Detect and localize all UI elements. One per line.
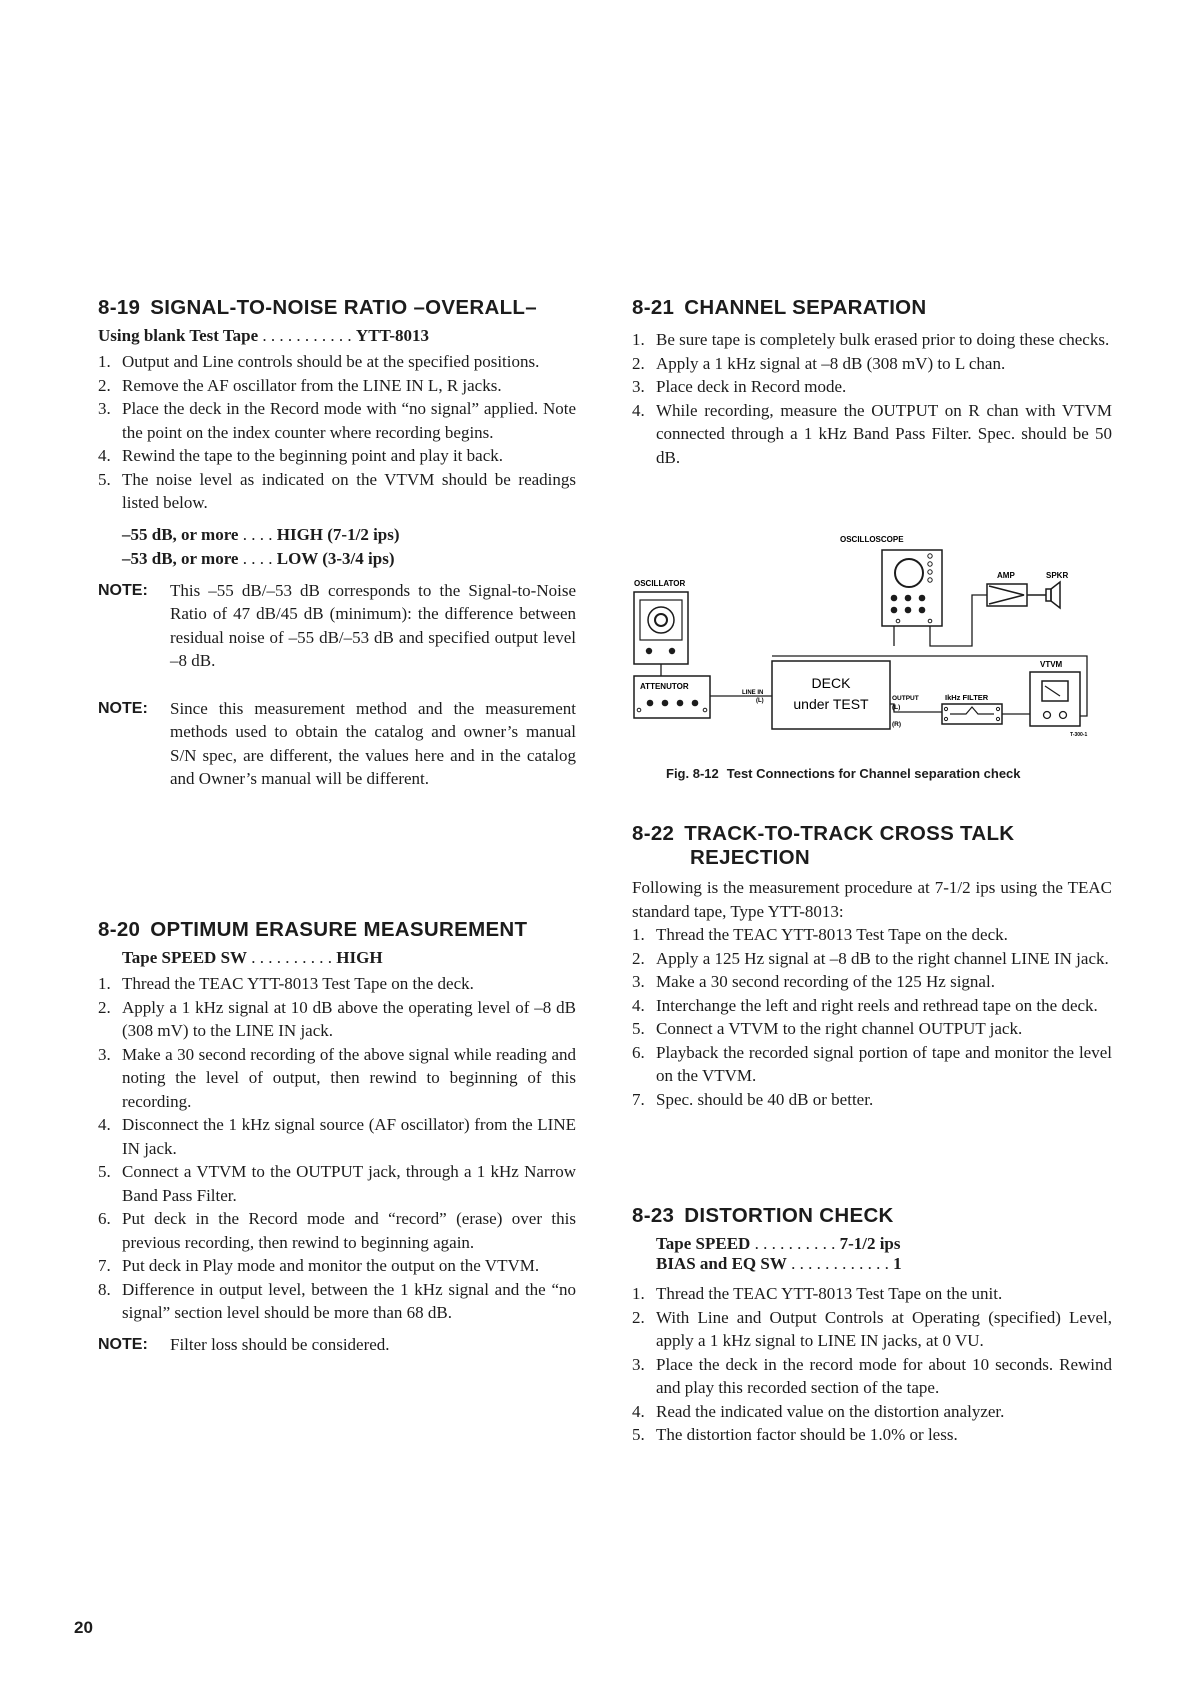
spec-line [122, 523, 576, 547]
item-number: 3. [98, 1044, 111, 1064]
oscilloscope-screen-icon [895, 559, 923, 587]
jack-icon [637, 708, 641, 712]
vtvm-box [1030, 672, 1080, 726]
intro-paragraph: Following is the measurement procedure at 7-1/2 ips using the TEAC standard tape, Type YTT-8013: [632, 878, 1112, 921]
page-number: 20 [74, 1618, 93, 1637]
item-text: Place the deck in the record mode for about 10 seconds. Rewind and play this recorded section of the tape. [656, 1354, 1112, 1397]
spec-speed: HIGH (7-1/2 ips) [276, 524, 400, 544]
item-number: 1. [632, 925, 645, 944]
section-8-21 [632, 296, 1112, 469]
leader-dots: . . . . . . . . . . . . [786, 1254, 894, 1273]
item-text: Output and Line controls should be at the specified positions. [122, 352, 540, 371]
item-text: Put deck in Play mode and monitor the output on the VTVM. [122, 1256, 540, 1275]
section-heading: DISTORTION CHECK [684, 1204, 894, 1227]
line-in-label: LINE IN [742, 690, 764, 696]
item-text: Place the deck in the Record mode with “no signal” applied. Note the point on the index counter where recording begins. [122, 399, 576, 442]
spec-speed: LOW (3-3/4 ips) [276, 548, 395, 568]
section-title [98, 918, 576, 942]
list-item [98, 397, 576, 444]
list-item [632, 1353, 1112, 1400]
amp-label: AMP [997, 571, 1015, 580]
list-item [632, 1306, 1112, 1353]
steps-list [632, 923, 1112, 1111]
list-item [632, 399, 1112, 470]
deck-sublabel: under TEST [793, 696, 869, 712]
list-item [632, 1423, 1112, 1447]
amp-symbol-icon [989, 586, 1024, 604]
item-text: Connect a VTVM to the right channel OUTPUT jack. [656, 1019, 1023, 1038]
meter-needle-icon [1045, 686, 1060, 696]
item-number: 5. [98, 469, 111, 489]
jack-icon [928, 619, 932, 623]
list-item [98, 972, 576, 996]
jack-icon [944, 717, 947, 720]
item-number: 2. [632, 1307, 645, 1327]
item-text: Read the indicated value on the distortion analyzer. [656, 1401, 1005, 1421]
knob-icon [928, 562, 932, 566]
dial-icon [648, 607, 674, 633]
list-item [632, 970, 1112, 994]
item-text: Apply a 1 kHz signal at –8 dB (308 mV) to L chan. [656, 353, 1006, 373]
oscillator-label: OSCILLATOR [634, 579, 686, 588]
item-number: 6. [98, 1209, 111, 1228]
section-heading: TRACK-TO-TRACK CROSS TALK [684, 822, 1015, 845]
item-text: Place deck in Record mode. [656, 377, 847, 396]
list-item [98, 996, 576, 1043]
item-number: 1. [632, 330, 645, 349]
list-item [98, 1278, 576, 1325]
test-connection-diagram [632, 536, 1102, 736]
speaker-label: SPKR [1046, 571, 1069, 580]
item-number: 5. [632, 1019, 645, 1038]
item-text: Apply a 125 Hz signal at –8 dB to the right channel LINE IN jack. [656, 948, 1109, 968]
steps-list [98, 350, 576, 515]
item-text: Rewind the tape to the beginning point and play it back. [122, 446, 503, 465]
figure-caption [666, 766, 1021, 781]
note-label: NOTE: [98, 699, 148, 717]
section-number: 8-19 [98, 296, 141, 319]
item-number: 8. [98, 1279, 111, 1299]
section-8-22 [632, 822, 1112, 1111]
lead-line [122, 948, 576, 968]
knob-icon [891, 607, 898, 614]
item-number: 2. [98, 997, 111, 1017]
list-item [98, 1254, 576, 1278]
item-number: 2. [632, 948, 645, 968]
list-item [98, 1113, 576, 1160]
lead-label: BIAS and EQ SW [656, 1254, 787, 1273]
knob-icon [919, 607, 926, 614]
note-label: NOTE: [98, 1335, 148, 1353]
item-number: 3. [632, 377, 645, 396]
item-text: Apply a 1 kHz signal at 10 dB above the operating level of –8 dB (308 mV) to the LINE IN jack. [122, 997, 576, 1040]
item-number: 7. [98, 1256, 111, 1275]
lead-line [656, 1254, 1112, 1274]
item-number: 5. [98, 1162, 111, 1181]
note-text: Since this measurement method and the measurement methods used to obtain the catalog and owner’s manual S/N spec, are different, the values here and in the catalog and Owner’s manual will be different. [170, 698, 576, 788]
item-number: 1. [98, 974, 111, 993]
item-number: 2. [632, 353, 645, 373]
deck-box [772, 661, 890, 729]
leader-dots: . . . . . . . . . . [750, 1234, 840, 1253]
item-text: The noise level as indicated on the VTVM should be readings listed below. [122, 469, 576, 512]
figure-id: Fig. 8-12 [666, 766, 719, 781]
item-text: Connect a VTVM to the OUTPUT jack, through a 1 kHz Narrow Band Pass Filter. [122, 1162, 576, 1205]
output-left-label: (L) [892, 704, 901, 711]
lead-label: Tape SPEED [656, 1234, 751, 1253]
steps-list [632, 1282, 1112, 1447]
list-item [98, 444, 576, 468]
note [98, 697, 576, 791]
lead-value: 7-1/2 ips [839, 1234, 901, 1253]
item-number: 5. [632, 1425, 645, 1444]
knob-icon [692, 700, 699, 707]
list-item [98, 350, 576, 374]
section-8-20 [98, 918, 576, 1356]
list-item [632, 1017, 1112, 1041]
jack-icon [996, 717, 999, 720]
item-text: Be sure tape is completely bulk erased prior to doing these checks. [656, 330, 1110, 349]
item-number: 6. [632, 1042, 645, 1062]
figure-code: T-300-1 [1070, 732, 1088, 736]
section-8-19 [98, 296, 576, 791]
note [98, 579, 576, 673]
list-item [632, 923, 1112, 947]
knob-icon [928, 554, 932, 558]
knob-icon [928, 570, 932, 574]
list-item [632, 994, 1112, 1018]
section-title [632, 1204, 1112, 1228]
note-text: This –55 dB/–53 dB corresponds to the Signal-to-Noise Ratio of 47 dB/45 dB (minimum): the difference between residual noise of –55 dB/–53 dB and specified output level –8 dB. [170, 580, 576, 670]
oscillator-panel [640, 600, 682, 640]
knob-icon [928, 578, 932, 582]
terminal-icon [1044, 712, 1051, 719]
speaker-cone-icon [1051, 582, 1060, 608]
leader-dots: . . . . . . . . . . [247, 948, 337, 967]
item-text: The distortion factor should be 1.0% or less. [656, 1425, 958, 1444]
section-number: 8-22 [632, 822, 675, 845]
item-number: 4. [632, 400, 645, 420]
list-item [98, 468, 576, 515]
section-number: 8-21 [632, 296, 675, 319]
lead-value: 1 [893, 1254, 902, 1273]
item-number: 3. [98, 399, 111, 418]
item-number: 1. [632, 1284, 645, 1303]
knob-icon [905, 607, 912, 614]
deck-label: DECK [811, 675, 851, 691]
lead-label: Tape SPEED SW [122, 948, 248, 967]
list-item [98, 1043, 576, 1114]
item-number: 1. [98, 352, 111, 371]
item-number: 4. [98, 446, 111, 465]
item-number: 7. [632, 1089, 645, 1109]
note-label: NOTE: [98, 581, 148, 599]
meter-icon [1042, 681, 1068, 701]
section-number: 8-20 [98, 918, 141, 941]
item-text: Difference in output level, between the 1 kHz signal and the “no signal” section level should be more than 68 dB. [122, 1279, 576, 1322]
list-item [98, 1207, 576, 1254]
output-label: OUTPUT [892, 695, 919, 702]
jack-icon [896, 619, 900, 623]
section-heading: SIGNAL-TO-NOISE RATIO –OVERALL– [150, 296, 537, 319]
attenuator-label: ATTENUTOR [640, 682, 689, 691]
list-item [632, 1088, 1112, 1112]
item-text: Spec. should be 40 dB or better. [656, 1089, 874, 1109]
knob-icon [669, 648, 675, 654]
section-heading: OPTIMUM ERASURE MEASUREMENT [150, 918, 528, 941]
line-in-channel: (L) [756, 698, 764, 704]
steps-list [632, 328, 1112, 469]
item-text: Interchange the left and right reels and rethread tape on the deck. [656, 995, 1098, 1015]
item-text: Thread the TEAC YTT-8013 Test Tape on the deck. [122, 974, 474, 993]
knob-icon [646, 648, 652, 654]
item-text: Make a 30 second recording of the 125 Hz signal. [656, 972, 995, 991]
item-number: 2. [98, 375, 111, 395]
note-text: Filter loss should be considered. [170, 1334, 390, 1354]
list-item [98, 1160, 576, 1207]
leader-dots: . . . . [238, 548, 277, 568]
oscillator-box [634, 592, 688, 664]
item-number: 4. [632, 1401, 645, 1421]
oscilloscope-label: OSCILLOSCOPE [840, 536, 904, 544]
lead-line [98, 326, 576, 346]
item-number: 4. [632, 995, 645, 1015]
item-text: Put deck in the Record mode and “record” (erase) over this previous recording, then rewind to beginning again. [122, 1209, 576, 1252]
list-item [632, 1282, 1112, 1306]
section-8-23 [632, 1204, 1112, 1447]
oscilloscope-box [882, 550, 942, 626]
section-title [98, 296, 576, 320]
item-text: Thread the TEAC YTT-8013 Test Tape on the deck. [656, 925, 1008, 944]
spec-level: –55 dB, or more [122, 524, 239, 544]
knob-icon [647, 700, 654, 707]
wire [930, 595, 987, 646]
leader-dots: . . . . . . . . . . . [258, 326, 356, 345]
item-text: Disconnect the 1 kHz signal source (AF oscillator) from the LINE IN jack. [122, 1115, 576, 1158]
item-number: 4. [98, 1115, 111, 1134]
section-heading: CHANNEL SEPARATION [684, 296, 927, 319]
list-item [632, 375, 1112, 399]
section-number: 8-23 [632, 1204, 675, 1227]
list-item [632, 1041, 1112, 1088]
item-text: While recording, measure the OUTPUT on R chan with VTVM connected through a 1 kHz Band Pass Filter. Spec. should be 50 dB. [656, 400, 1112, 467]
jack-icon [996, 707, 999, 710]
item-text: Make a 30 second recording of the above signal while reading and noting the level of output, then rewind to beginning of this recording. [122, 1044, 576, 1111]
spec-line [122, 547, 576, 571]
section-title [632, 822, 1112, 870]
item-text: Remove the AF oscillator from the LINE IN L, R jacks. [122, 375, 502, 395]
filter-label: IkHz FILTER [945, 693, 989, 702]
list-item [632, 1400, 1112, 1424]
dial-center-icon [655, 614, 667, 626]
lead-value: HIGH [336, 948, 383, 967]
filter-response-icon [950, 707, 994, 714]
spec-level: –53 dB, or more [122, 548, 239, 568]
lead-label: Using blank Test Tape [98, 326, 259, 345]
lead-line [656, 1234, 1112, 1254]
terminal-icon [1060, 712, 1067, 719]
lead-value: YTT-8013 [355, 326, 429, 345]
section-title [632, 296, 1112, 320]
steps-list [98, 972, 576, 1325]
note [98, 1333, 576, 1357]
knob-icon [919, 595, 926, 602]
vtvm-label: VTVM [1040, 660, 1063, 669]
leader-dots: . . . . [238, 524, 277, 544]
section-heading-line2: REJECTION [690, 846, 811, 869]
spec-block [122, 523, 576, 571]
item-text: Playback the recorded signal portion of tape and monitor the level on the VTVM. [656, 1042, 1112, 1085]
knob-icon [905, 595, 912, 602]
figure-caption-text: Test Connections for Channel separation check [726, 766, 1021, 781]
item-text: With Line and Output Controls at Operating (specified) Level, apply a 1 kHz signal to LINE IN jacks, at 0 VU. [656, 1307, 1112, 1350]
list-item [632, 352, 1112, 376]
list-item [98, 374, 576, 398]
list-item [632, 947, 1112, 971]
item-number: 3. [632, 972, 645, 991]
knob-icon [677, 700, 684, 707]
output-right-label: (R) [892, 721, 902, 728]
item-number: 3. [632, 1354, 645, 1374]
jack-icon [703, 708, 707, 712]
list-item [632, 328, 1112, 352]
knob-icon [891, 595, 898, 602]
knob-icon [662, 700, 669, 707]
item-text: Thread the TEAC YTT-8013 Test Tape on the unit. [656, 1284, 1003, 1303]
jack-icon [944, 707, 947, 710]
